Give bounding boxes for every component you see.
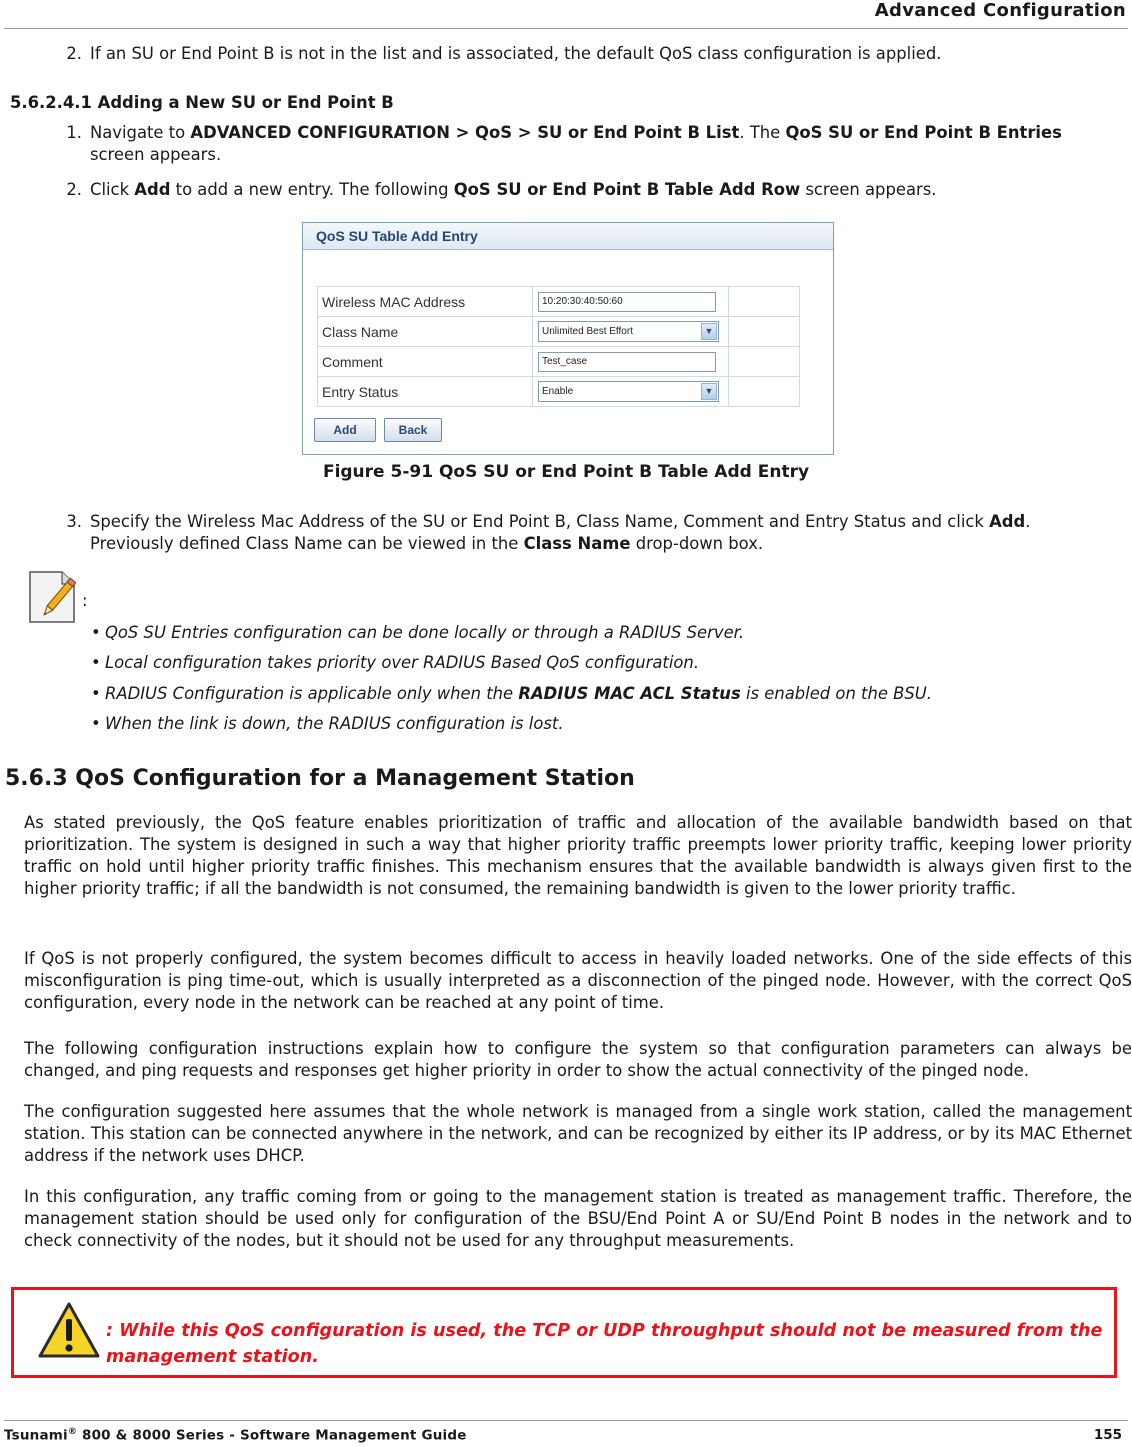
note-bullet-text: When the link is down, the RADIUS configuration is lost. [105,714,564,733]
section-heading-5-6-2-4-1: 5.6.2.4.1 Adding a New SU or End Point B [10,93,394,112]
entry-status-value: Enable [542,386,574,397]
section-heading-5-6-3: 5.6.3 QoS Configuration for a Management Station [5,766,635,791]
body-paragraph: As stated previously, the QoS feature enables prioritization of traffic and allocation of the available bandwidth based on that prioritization. The system is designed in such a way that higher priority traffic preempts lower priority traffic, keeping lower priority traffic on hold until higher priority traffic finishes. This mechanism ensures that the available bandwidth is always given first to the higher priority traffic; if all the bandwidth is not consumed, the remaining bandwidth is given to the lower priority traffic. [24,813,1132,898]
body-paragraph: In this configuration, any traffic coming from or going to the management station is treated as management traffic. Therefore, the management station should be used only for configuration of the BSU/End Point A or SU/End Point B nodes in the network and to check connectivity of the nodes, but it should not be used for any throughput measurements. [24,1187,1132,1250]
note-bullet-text: Local configuration takes priority over RADIUS Based QoS configuration. [105,653,700,672]
footer-registered-mark: ® [67,1427,78,1437]
form-row-mac [318,287,800,317]
form-row-status [318,377,800,407]
note-bullet: • When the link is down, the RADIUS configuration is lost. [91,714,564,733]
comment-label: Comment [318,347,533,377]
add-keyword: Add [989,512,1026,531]
header-divider [4,28,1128,29]
radius-mac-acl-keyword: RADIUS MAC ACL Status [518,684,741,703]
figure-caption: Figure 5-91 QoS SU or End Point B Table Add Entry [322,462,810,482]
step-text: screen appears. [800,180,937,199]
entry-status-select[interactable] [538,381,719,402]
chevron-down-icon[interactable]: ▼ [701,323,717,340]
page-header-title: Advanced Configuration [874,0,1126,21]
back-button[interactable]: Back [384,418,442,442]
entry-status-label: Entry Status [318,377,533,407]
class-name-select[interactable] [538,321,719,342]
mac-address-input[interactable]: 10:20:30:40:50:60 [538,292,716,312]
form-row-comment [318,347,800,377]
footer-divider [4,1420,1128,1421]
warning-icon [37,1300,101,1360]
screen-name: QoS SU or End Point B Table Add Row [453,180,801,199]
footer-brand: Tsunami [4,1427,68,1444]
note-bullet: • QoS SU Entries configuration can be done locally or through a RADIUS Server. [91,623,745,642]
step-text: to add a new entry. The following [170,180,454,199]
menu-path: ADVANCED CONFIGURATION > QoS > SU or End Point B List [190,123,740,142]
step-3-text [90,511,1130,555]
step-number: 3. [66,512,82,531]
body-paragraph: If QoS is not properly configured, the system becomes difficult to access in heavily loaded networks. One of the side effects of this misconfiguration is ping time-out, which is usually interpreted as a disconnection of the pinged node. However, with the correct QoS configuration, every node in the network can be reached at any point of time. [24,949,1132,1012]
qos-su-add-entry-figure [302,222,834,455]
note-colon: : [82,591,88,610]
step-text: . The [739,123,786,142]
step-text: drop-down box. [630,534,764,553]
mac-address-label: Wireless MAC Address [318,287,533,317]
add-entry-form [317,286,800,407]
note-pencil-icon [26,568,82,626]
body-paragraph: The configuration suggested here assumes that the whole network is managed from a single work station, called the management station. This station can be connected anywhere in the network, and can be recognized by either its IP address, or by its MAC Ethernet address if the network uses DHCP. [24,1102,1132,1165]
note-bullet-text: RADIUS Configuration is applicable only when the [105,684,519,703]
add-button[interactable]: Add [314,418,376,442]
warning-text: : While this QoS configuration is used, the TCP or UDP throughput should not be measured from the management station. [106,1321,1103,1367]
class-name-label: Class Name [318,317,533,347]
step-text: Navigate to [90,123,191,142]
class-name-keyword: Class Name [523,534,631,553]
comment-input[interactable]: Test_case [538,352,716,372]
chevron-down-icon[interactable]: ▼ [701,383,717,400]
class-name-value: Unlimited Best Effort [542,326,633,337]
step-number: 2. [66,180,82,199]
step-text: If an SU or End Point B is not in the list and is associated, the default QoS class configuration is applied. [90,44,942,63]
step-text: Previously defined Class Name can be viewed in the [90,534,524,553]
note-bullet-text: is enabled on the BSU. [740,684,933,703]
screen-name: QoS SU or End Point B Entries [785,123,1062,142]
step-1-text [90,122,1130,166]
note-bullet-text: QoS SU Entries configuration can be done locally or through a RADIUS Server. [105,623,745,642]
form-row-class [318,317,800,347]
page-number: 155 [1093,1427,1122,1443]
step-number: 2. [66,44,82,63]
step-number: 1. [66,123,82,142]
note-bullet: • Local configuration takes priority over RADIUS Based QoS configuration. [91,653,700,672]
note-bullet: • RADIUS Configuration is applicable only when the RADIUS MAC ACL Status is enabled on the BSU. [91,684,933,703]
body-paragraph: The following configuration instructions explain how to configure the system so that configuration parameters can always be changed, and ping requests and responses get higher priority in order to show the actual connectivity of the pinged node. [24,1039,1132,1080]
footer-title [4,1427,467,1444]
footer-guide-title: 800 & 8000 Series - Software Management Guide [77,1427,467,1444]
step-text: Click [90,180,135,199]
step-text: . [1025,512,1031,531]
step-text: Specify the Wireless Mac Address of the SU or End Point B, Class Name, Comment and Entry Status and click [90,512,990,531]
step-2-text [90,179,936,201]
add-keyword: Add [134,180,171,199]
step-text: screen appears. [90,145,222,164]
figure-panel-title: QoS SU Table Add Entry [303,223,833,250]
